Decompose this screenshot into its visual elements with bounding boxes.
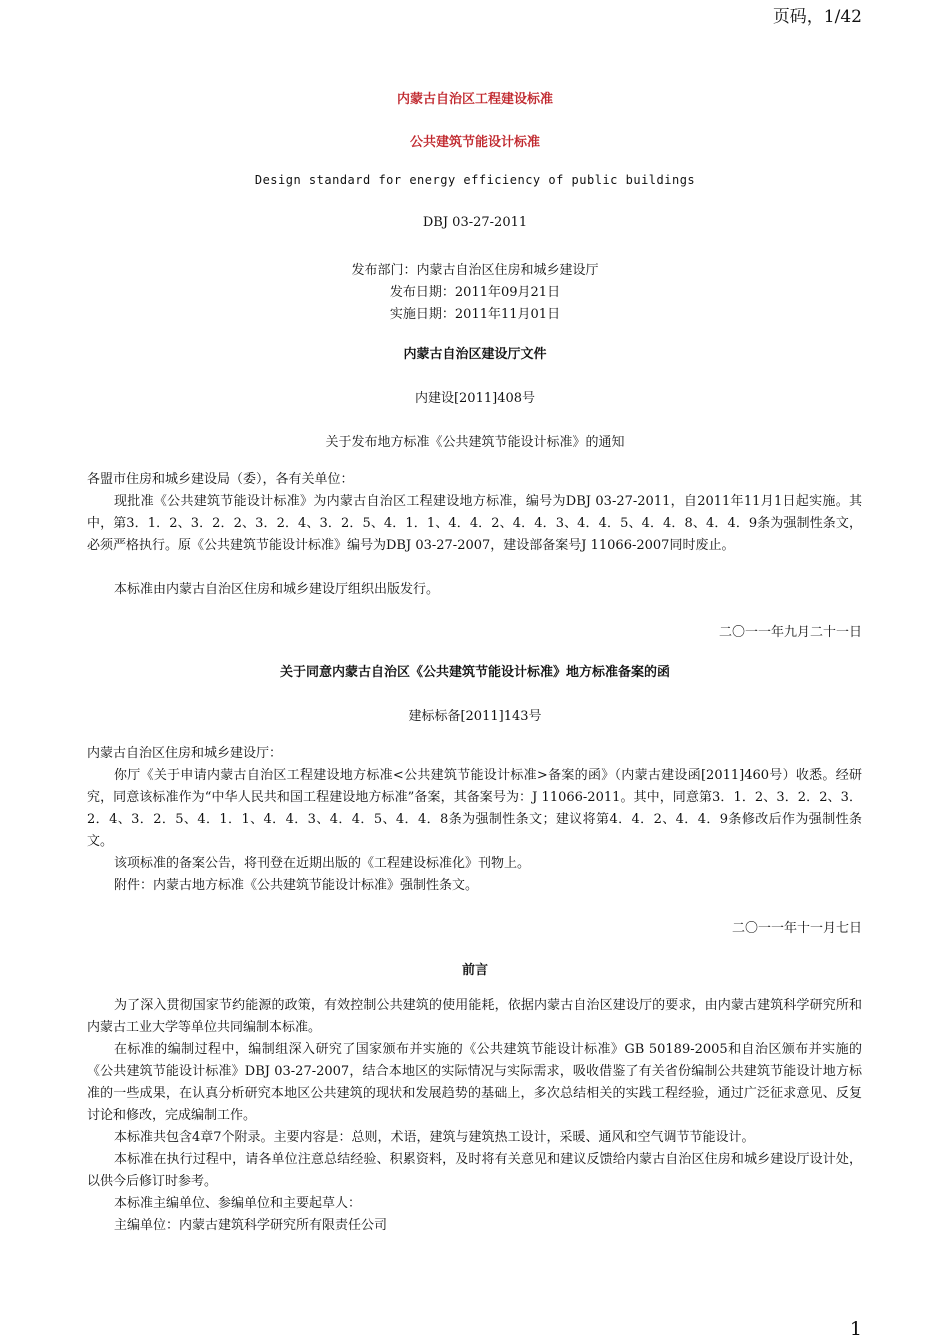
filing-heading: 关于同意内蒙古自治区《公共建筑节能设计标准》地方标准备案的函	[279, 665, 670, 680]
filing-doc-number: 建标标备[2011]143号	[408, 709, 542, 724]
effective-date-line: 实施日期：2011年11月01日	[389, 307, 561, 322]
notice-subject: 关于发布地方标准《公共建筑节能设计标准》的通知	[325, 435, 625, 450]
notice-heading: 内蒙古自治区建设厅文件	[403, 347, 547, 362]
preface-paragraph-4: 本标准在执行过程中，请各单位注意总结经验、积累资料，及时将有关意见和建议反馈给内蒙古自治区住房和城乡建设厅设计处，以供今后修订时参考。	[87, 1152, 862, 1189]
notice-body-paragraph-2: 本标准由内蒙古自治区住房和城乡建设厅组织出版发行。	[114, 582, 440, 597]
page-number: 1	[849, 1318, 862, 1340]
standard-title-english: Design standard for energy efficiency of public buildings	[254, 173, 696, 187]
filing-body-paragraph: 你厅《关于申请内蒙古自治区工程建设地方标准<公共建筑节能设计标准>备案的函》（内蒙古建设函[2011]460号）收悉。经研究，同意该标准作为“中华人民共和国工程建设地方标准”备案，其备案号为：J 11066-2011。其中，同意第3．1．2、3．2．2、3．2．4、3．2．5、4．1．1、4．4．3、4．4．5、4．4．8条为强制性条文；建议将第4．4．2、4．4．9条修改后作为强制性条文。	[87, 768, 862, 849]
filing-attachment-line: 附件：内蒙古地方标准《公共建筑节能设计标准》强制性条文。	[114, 878, 479, 893]
standard-title: 公共建筑节能设计标准	[409, 135, 540, 150]
preface-paragraph-3: 本标准共包含4章7个附录。主要内容是：总则，术语，建筑与建筑热工设计，采暖、通风和空气调节节能设计。	[114, 1130, 755, 1145]
notice-body-paragraph: 现批准《公共建筑节能设计标准》为内蒙古自治区工程建设地方标准，编号为DBJ 03-27-2011，自2011年11月1日起实施。其中，第3．1．2、3．2．2、3．2．4、3．2．5、4．1．1、4．4．2、4．4．3、4．4．5、4．4．8、4．4．9条为强制性条文，必须严格执行。原《公共建筑节能设计标准》编号为DBJ 03-27-2007，建设部备案号J 11066-2007同时废止。	[87, 494, 862, 553]
issuer-line: 发布部门：内蒙古自治区住房和城乡建设厅	[351, 263, 599, 278]
notice-doc-number: 内建设[2011]408号	[414, 391, 536, 406]
filing-date: 二〇一一年十一月七日	[731, 921, 862, 936]
preface-paragraph-5: 本标准主编单位、参编单位和主要起草人：	[114, 1196, 362, 1211]
issue-date-line: 发布日期：2011年09月21日	[389, 285, 561, 300]
preface-paragraph-6: 主编单位：内蒙古建筑科学研究所有限责任公司	[114, 1218, 388, 1233]
preface-paragraph-2: 在标准的编制过程中，编制组深入研究了国家颁布并实施的《公共建筑节能设计标准》GB 50189-2005和自治区颁布并实施的《公共建筑节能设计标准》DBJ 03-27-2007，结合本地区的实际情况与实际需求，吸收借鉴了有关省份编制公共建筑节能设计地方标准的一些成果，在认真分析研究本地区公共建筑的现状和发展趋势的基础上，多次总结相关的实践工程经验，通过广泛征求意见、反复讨论和修改，完成编制工作。	[87, 1042, 862, 1123]
standard-category: 内蒙古自治区工程建设标准	[396, 92, 553, 107]
standard-code: DBJ 03-27-2011	[422, 215, 528, 230]
preface-paragraph-1: 为了深入贯彻国家节约能源的政策，有效控制公共建筑的使用能耗，依据内蒙古自治区建设厅的要求，由内蒙古建筑科学研究所和内蒙古工业大学等单位共同编制本标准。	[87, 998, 862, 1035]
preface-heading: 前言	[461, 963, 488, 978]
notice-addressee: 各盟市住房和城乡建设局（委），各有关单位：	[87, 472, 354, 487]
notice-date: 二〇一一年九月二十一日	[718, 625, 862, 640]
page-counter: 页码，1/42	[772, 7, 862, 27]
filing-body-paragraph-2: 该项标准的备案公告，将刊登在近期出版的《工程建设标准化》刊物上。	[114, 856, 531, 871]
filing-addressee: 内蒙古自治区住房和城乡建设厅：	[87, 746, 283, 761]
